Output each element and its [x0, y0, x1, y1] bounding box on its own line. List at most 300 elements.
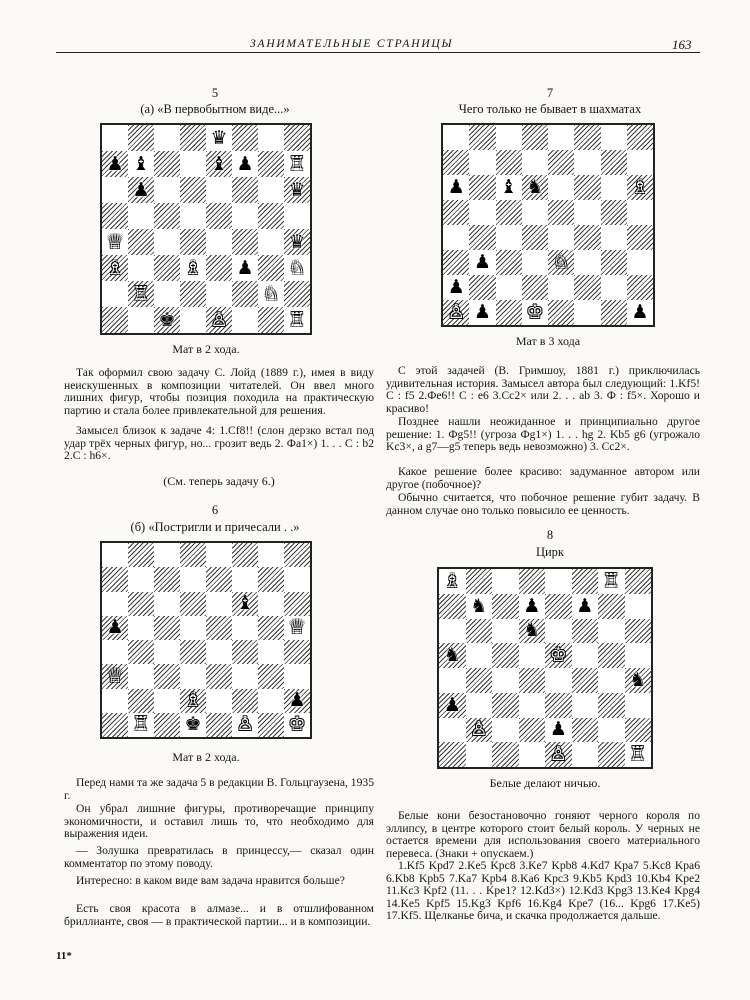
- board-square: [574, 300, 600, 325]
- board-square: [232, 543, 258, 567]
- board-square: [232, 689, 258, 713]
- board-square: [206, 203, 232, 229]
- board-square: [548, 300, 574, 325]
- board-square: [492, 594, 519, 619]
- board-square: [469, 300, 495, 325]
- problem-8-title: Цирк: [535, 545, 565, 559]
- white-pawn-icon: ♙: [470, 718, 488, 741]
- board-square: [128, 543, 154, 567]
- board-square: [439, 718, 466, 743]
- board-square: [232, 151, 258, 177]
- board-square: [128, 689, 154, 713]
- board-square: [443, 200, 469, 225]
- board-square: [154, 125, 180, 151]
- white-pawn-icon: ♙: [549, 743, 567, 766]
- white-rook-icon: ♖: [132, 282, 150, 305]
- board-square: [492, 668, 519, 693]
- problem-7-number: 7: [546, 86, 554, 100]
- board-square: [258, 229, 284, 255]
- board-square: [180, 151, 206, 177]
- white-rook-icon: ♖: [602, 569, 620, 592]
- white-king-icon: ♔: [549, 644, 567, 667]
- board-square: [128, 592, 154, 616]
- board-square: [232, 229, 258, 255]
- board-square: [574, 175, 600, 200]
- board-square: [496, 200, 522, 225]
- board-square: [625, 594, 652, 619]
- problem-7-text-1: С этой задачей (В. Гримшоу, 1881 г.) приключилась удивительная история. Замысел автора был следующий: 1.Kf5! С : f5 2.Фе6!! С : е6 3.Cc2× или 2. . . ab 3. Ф : f5×. Хорошо и красиво!: [386, 364, 700, 415]
- black-bishop-icon: ♝: [132, 152, 150, 175]
- board-square: [258, 177, 284, 203]
- black-knight-icon: ♞: [629, 668, 647, 691]
- board-square: [572, 668, 599, 693]
- board-square: [258, 307, 284, 333]
- board-square: [572, 718, 599, 743]
- board-square: [180, 125, 206, 151]
- board-square: [284, 689, 310, 713]
- board-square: [232, 177, 258, 203]
- board-square: [519, 594, 546, 619]
- board-square: [627, 175, 653, 200]
- board-square: [466, 693, 493, 718]
- board-square: [102, 151, 128, 177]
- black-pawn-icon: ♟: [631, 301, 649, 323]
- board-square: [102, 281, 128, 307]
- problem-6-title: (б) «Постригли и причесали . .»: [130, 520, 300, 534]
- board-square: [492, 693, 519, 718]
- board-square: [519, 693, 546, 718]
- board-square: [232, 203, 258, 229]
- board-square: [492, 619, 519, 644]
- board-square: [466, 594, 493, 619]
- white-king-icon: ♔: [526, 301, 544, 323]
- black-queen-icon: ♛: [288, 178, 306, 201]
- board-square: [601, 275, 627, 300]
- board-square: [469, 150, 495, 175]
- board-square: [258, 689, 284, 713]
- board-square: [601, 250, 627, 275]
- white-bishop-icon: ♗: [443, 569, 461, 592]
- board-square: [206, 151, 232, 177]
- board-square: [443, 300, 469, 325]
- board-square: [154, 640, 180, 664]
- board-square: [545, 643, 572, 668]
- black-bishop-icon: ♝: [500, 176, 518, 198]
- board-square: [548, 250, 574, 275]
- black-knight-icon: ♞: [470, 594, 488, 617]
- board-square: [154, 151, 180, 177]
- board-square: [496, 275, 522, 300]
- board-square: [154, 177, 180, 203]
- board-square: [180, 177, 206, 203]
- board-square: [572, 643, 599, 668]
- board-square: [545, 693, 572, 718]
- board-square: [625, 643, 652, 668]
- board-square: [206, 307, 232, 333]
- board-square: [206, 543, 232, 567]
- board-square: [232, 664, 258, 688]
- board-square: [443, 150, 469, 175]
- running-title: ЗАНИМАТЕЛЬНЫЕ СТРАНИЦЫ: [250, 38, 454, 50]
- board-square: [258, 543, 284, 567]
- board-square: [258, 281, 284, 307]
- black-pawn-icon: ♟: [106, 616, 124, 639]
- board-square: [625, 693, 652, 718]
- black-king-icon: ♚: [158, 308, 176, 331]
- board-square: [466, 668, 493, 693]
- board-square: [601, 200, 627, 225]
- problem-5-text-1: Так оформил свою задачу С. Лойд (1889 г.), имея в виду неискушенных в композиции читателей. Он ввел много лишних фигур, чтобы позиция походила на практическую партию и стала более привлекательной для решения.: [64, 366, 374, 417]
- problem-7-text-4: Обычно считается, что побочное решение губит задачу. В данном случае оно только повысило ее ценность.: [386, 491, 700, 517]
- board-square: [522, 125, 548, 150]
- board-square: [102, 125, 128, 151]
- board-square: [572, 594, 599, 619]
- black-pawn-icon: ♟: [132, 178, 150, 201]
- board-square: [154, 567, 180, 591]
- board-square: [439, 619, 466, 644]
- board-square: [258, 640, 284, 664]
- white-queen-icon: ♕: [106, 230, 124, 253]
- board-square: [598, 668, 625, 693]
- black-knight-icon: ♞: [443, 644, 461, 667]
- board-square: [180, 592, 206, 616]
- board-square: [548, 200, 574, 225]
- board-square: [574, 125, 600, 150]
- white-knight-icon: ♘: [288, 256, 306, 279]
- problem-6-text-2: Он убрал лишние фигуры, противоречащие принципу экономичности, и оставил лишь то, что необходимо для выражения идеи.: [64, 802, 374, 841]
- board-square: [601, 175, 627, 200]
- board-square: [522, 200, 548, 225]
- board-square: [572, 742, 599, 767]
- board-square: [206, 713, 232, 737]
- white-pawn-icon: ♙: [236, 713, 254, 736]
- problem-7-text-3: Какое решение более красиво: задуманное автором или другое (побочное)?: [386, 465, 700, 491]
- board-square: [154, 616, 180, 640]
- problem-6-text-4: Интересно: в каком виде вам задача нравится больше?: [76, 874, 345, 887]
- board-square: [469, 175, 495, 200]
- black-pawn-icon: ♟: [236, 152, 254, 175]
- black-knight-icon: ♞: [523, 619, 541, 642]
- board-square: [206, 689, 232, 713]
- board-square: [492, 742, 519, 767]
- white-rook-icon: ♖: [629, 743, 647, 766]
- board-square: [598, 693, 625, 718]
- board-square: [284, 640, 310, 664]
- board-square: [284, 543, 310, 567]
- board-square: [102, 203, 128, 229]
- problem-8-chessboard: [437, 567, 653, 769]
- board-square: [439, 569, 466, 594]
- board-square: [128, 281, 154, 307]
- board-square: [443, 225, 469, 250]
- white-knight-icon: ♘: [552, 251, 570, 273]
- board-square: [443, 250, 469, 275]
- board-square: [206, 640, 232, 664]
- black-pawn-icon: ♟: [473, 251, 491, 273]
- board-square: [625, 668, 652, 693]
- board-square: [154, 664, 180, 688]
- black-pawn-icon: ♟: [576, 594, 594, 617]
- board-square: [128, 640, 154, 664]
- board-square: [128, 203, 154, 229]
- board-square: [545, 742, 572, 767]
- board-square: [627, 125, 653, 150]
- board-square: [206, 177, 232, 203]
- board-square: [284, 616, 310, 640]
- board-square: [258, 713, 284, 737]
- board-square: [128, 255, 154, 281]
- board-square: [601, 125, 627, 150]
- board-square: [492, 569, 519, 594]
- board-square: [284, 177, 310, 203]
- black-bishop-icon: ♝: [236, 592, 254, 615]
- board-square: [232, 255, 258, 281]
- board-square: [180, 664, 206, 688]
- board-square: [627, 225, 653, 250]
- board-square: [102, 592, 128, 616]
- board-square: [572, 693, 599, 718]
- board-square: [258, 203, 284, 229]
- board-square: [496, 300, 522, 325]
- board-square: [102, 713, 128, 737]
- black-king-icon: ♚: [184, 713, 202, 736]
- board-square: [258, 664, 284, 688]
- board-square: [548, 175, 574, 200]
- black-pawn-icon: ♟: [106, 152, 124, 175]
- board-square: [545, 718, 572, 743]
- board-square: [522, 175, 548, 200]
- board-square: [496, 125, 522, 150]
- board-square: [469, 275, 495, 300]
- board-square: [466, 569, 493, 594]
- board-square: [492, 643, 519, 668]
- board-square: [601, 150, 627, 175]
- black-pawn-icon: ♟: [447, 176, 465, 198]
- board-square: [545, 594, 572, 619]
- problem-5-caption: Мат в 2 хода.: [172, 342, 240, 356]
- board-square: [598, 643, 625, 668]
- board-square: [284, 125, 310, 151]
- board-square: [519, 668, 546, 693]
- board-square: [128, 616, 154, 640]
- white-queen-icon: ♕: [288, 616, 306, 639]
- board-square: [102, 567, 128, 591]
- board-square: [206, 229, 232, 255]
- board-square: [180, 713, 206, 737]
- board-square: [154, 307, 180, 333]
- problem-8-text-2: 1.Kf5 Kpd7 2.Ke5 Kpc8 3.Ke7 Kpb8 4.Kd7 Kpa7 5.Kc8 Kpa6 6.Kb8 Kpb5 7.Ka7 Kpb4 8.Ka6 Kpc3 9.Kb5 Kpd3 10.Kb4 Kpe2 11.Kc3 Kpf2 (11. . . Kpe1? 12.Kd3×) 12.Kd3 Kpg3 13.Ke4 Kpg4 14.Ke5 Kpf5 15.Kg3 Kpf6 16.Kg4 Kpe7 (16... Kpg6 17.Ke5) 17.Kf5. Щелканье бича, и скачка продолжается дальше.: [386, 859, 700, 923]
- white-rook-icon: ♖: [132, 713, 150, 736]
- problem-6-text-5: Есть своя красота в алмазе... и в отшлифованном бриллианте, своя — в практической партии... и в композиции.: [64, 902, 374, 928]
- white-bishop-icon: ♗: [631, 176, 649, 198]
- board-square: [627, 250, 653, 275]
- black-queen-icon: ♛: [210, 126, 228, 149]
- black-bishop-icon: ♝: [210, 152, 228, 175]
- board-square: [548, 225, 574, 250]
- board-square: [128, 229, 154, 255]
- white-knight-icon: ♘: [262, 282, 280, 305]
- problem-6-text-3: — Золушка превратилась в принцессу,— сказал один комментатор по этому поводу.: [64, 844, 374, 870]
- board-square: [102, 689, 128, 713]
- board-square: [180, 203, 206, 229]
- board-square: [102, 229, 128, 255]
- black-pawn-icon: ♟: [236, 256, 254, 279]
- board-square: [545, 668, 572, 693]
- board-square: [496, 150, 522, 175]
- board-square: [232, 281, 258, 307]
- board-square: [180, 640, 206, 664]
- board-square: [258, 255, 284, 281]
- problem-8-text-1: Белые кони безостановочно гоняют черного короля по эллипсу, в центре которого стоит белый король. У черных не остается времени для использования своего материального перевеса. (Знаки + опускаем.): [386, 809, 700, 860]
- board-square: [522, 300, 548, 325]
- board-square: [627, 300, 653, 325]
- signature-mark: 11*: [56, 950, 72, 962]
- board-square: [545, 569, 572, 594]
- board-square: [519, 619, 546, 644]
- board-square: [519, 742, 546, 767]
- board-square: [206, 567, 232, 591]
- board-square: [598, 594, 625, 619]
- board-square: [258, 616, 284, 640]
- board-square: [443, 175, 469, 200]
- black-knight-icon: ♞: [526, 176, 544, 198]
- board-square: [284, 255, 310, 281]
- board-square: [598, 569, 625, 594]
- board-square: [102, 640, 128, 664]
- board-square: [154, 203, 180, 229]
- white-bishop-icon: ♗: [106, 256, 124, 279]
- board-square: [206, 616, 232, 640]
- board-square: [466, 742, 493, 767]
- board-square: [128, 125, 154, 151]
- board-square: [496, 175, 522, 200]
- problem-6-text-1: Перед нами та же задача 5 в редакции В. Гольцгаузена, 1935 г.: [64, 776, 374, 802]
- board-square: [519, 643, 546, 668]
- board-square: [439, 742, 466, 767]
- problem-6-chessboard: [100, 541, 312, 739]
- board-square: [154, 689, 180, 713]
- board-square: [102, 307, 128, 333]
- board-square: [154, 713, 180, 737]
- board-square: [154, 592, 180, 616]
- board-square: [284, 664, 310, 688]
- board-square: [439, 668, 466, 693]
- board-square: [522, 250, 548, 275]
- problem-7-title: Чего только не бывает в шахматах: [458, 102, 642, 116]
- board-square: [206, 125, 232, 151]
- board-square: [284, 151, 310, 177]
- board-square: [128, 177, 154, 203]
- board-square: [284, 281, 310, 307]
- board-square: [180, 543, 206, 567]
- board-square: [180, 229, 206, 255]
- board-square: [180, 307, 206, 333]
- board-square: [232, 307, 258, 333]
- board-square: [102, 543, 128, 567]
- problem-6-caption: Мат в 2 хода.: [172, 750, 240, 764]
- board-square: [232, 640, 258, 664]
- problem-5-chessboard: [100, 123, 312, 335]
- board-square: [598, 619, 625, 644]
- board-square: [206, 664, 232, 688]
- black-pawn-icon: ♟: [473, 301, 491, 323]
- board-square: [522, 150, 548, 175]
- board-square: [180, 255, 206, 281]
- page-number: 163: [672, 37, 692, 52]
- board-square: [154, 281, 180, 307]
- board-square: [469, 225, 495, 250]
- board-square: [625, 569, 652, 594]
- white-rook-icon: ♖: [288, 152, 306, 175]
- board-square: [258, 151, 284, 177]
- white-pawn-icon: ♙: [447, 301, 465, 323]
- board-square: [102, 177, 128, 203]
- board-square: [180, 616, 206, 640]
- board-square: [625, 718, 652, 743]
- board-square: [232, 592, 258, 616]
- board-square: [574, 150, 600, 175]
- board-square: [284, 307, 310, 333]
- board-square: [154, 255, 180, 281]
- board-square: [519, 718, 546, 743]
- white-pawn-icon: ♙: [210, 308, 228, 331]
- board-square: [574, 200, 600, 225]
- problem-5-text-2: Замысел близок к задаче 4: 1.Cf8!! (слон дерзко встал под удар трёх черных фигур, но... грозит ведь 2. Фа1×) 1. . . С : b2 2.С : h6×.: [64, 424, 374, 463]
- problem-8-number: 8: [546, 528, 554, 542]
- board-square: [232, 616, 258, 640]
- board-square: [574, 225, 600, 250]
- board-square: [180, 281, 206, 307]
- board-square: [574, 250, 600, 275]
- board-square: [232, 567, 258, 591]
- board-square: [522, 225, 548, 250]
- board-square: [627, 275, 653, 300]
- board-square: [572, 569, 599, 594]
- board-square: [102, 255, 128, 281]
- black-pawn-icon: ♟: [523, 594, 541, 617]
- white-queen-icon: ♕: [106, 664, 124, 687]
- board-square: [439, 643, 466, 668]
- board-square: [232, 713, 258, 737]
- problem-5-number: 5: [211, 86, 219, 100]
- board-square: [601, 300, 627, 325]
- black-pawn-icon: ♟: [549, 718, 567, 741]
- black-pawn-icon: ♟: [443, 693, 461, 716]
- board-square: [180, 689, 206, 713]
- white-rook-icon: ♖: [288, 308, 306, 331]
- board-square: [492, 718, 519, 743]
- board-square: [284, 713, 310, 737]
- board-square: [128, 307, 154, 333]
- board-square: [102, 664, 128, 688]
- problem-8-caption: Белые делают ничью.: [489, 776, 601, 790]
- board-square: [284, 203, 310, 229]
- board-square: [545, 619, 572, 644]
- board-square: [466, 643, 493, 668]
- board-square: [284, 592, 310, 616]
- board-square: [284, 567, 310, 591]
- board-square: [443, 125, 469, 150]
- board-square: [572, 619, 599, 644]
- board-square: [496, 250, 522, 275]
- board-square: [258, 125, 284, 151]
- board-square: [598, 718, 625, 743]
- problem-7-text-2: Позднее нашли неожиданное и принципиально другое решение: 1. Фg5!! (угроза Фg1×) 1. . . hg 2. Kb5 g6 (угрожало Kc3×, а g7—g5 теперь ведь невозможно) 3. Cc2×.: [386, 415, 700, 454]
- header-rule: [56, 52, 700, 53]
- board-square: [522, 275, 548, 300]
- board-square: [154, 229, 180, 255]
- board-square: [469, 250, 495, 275]
